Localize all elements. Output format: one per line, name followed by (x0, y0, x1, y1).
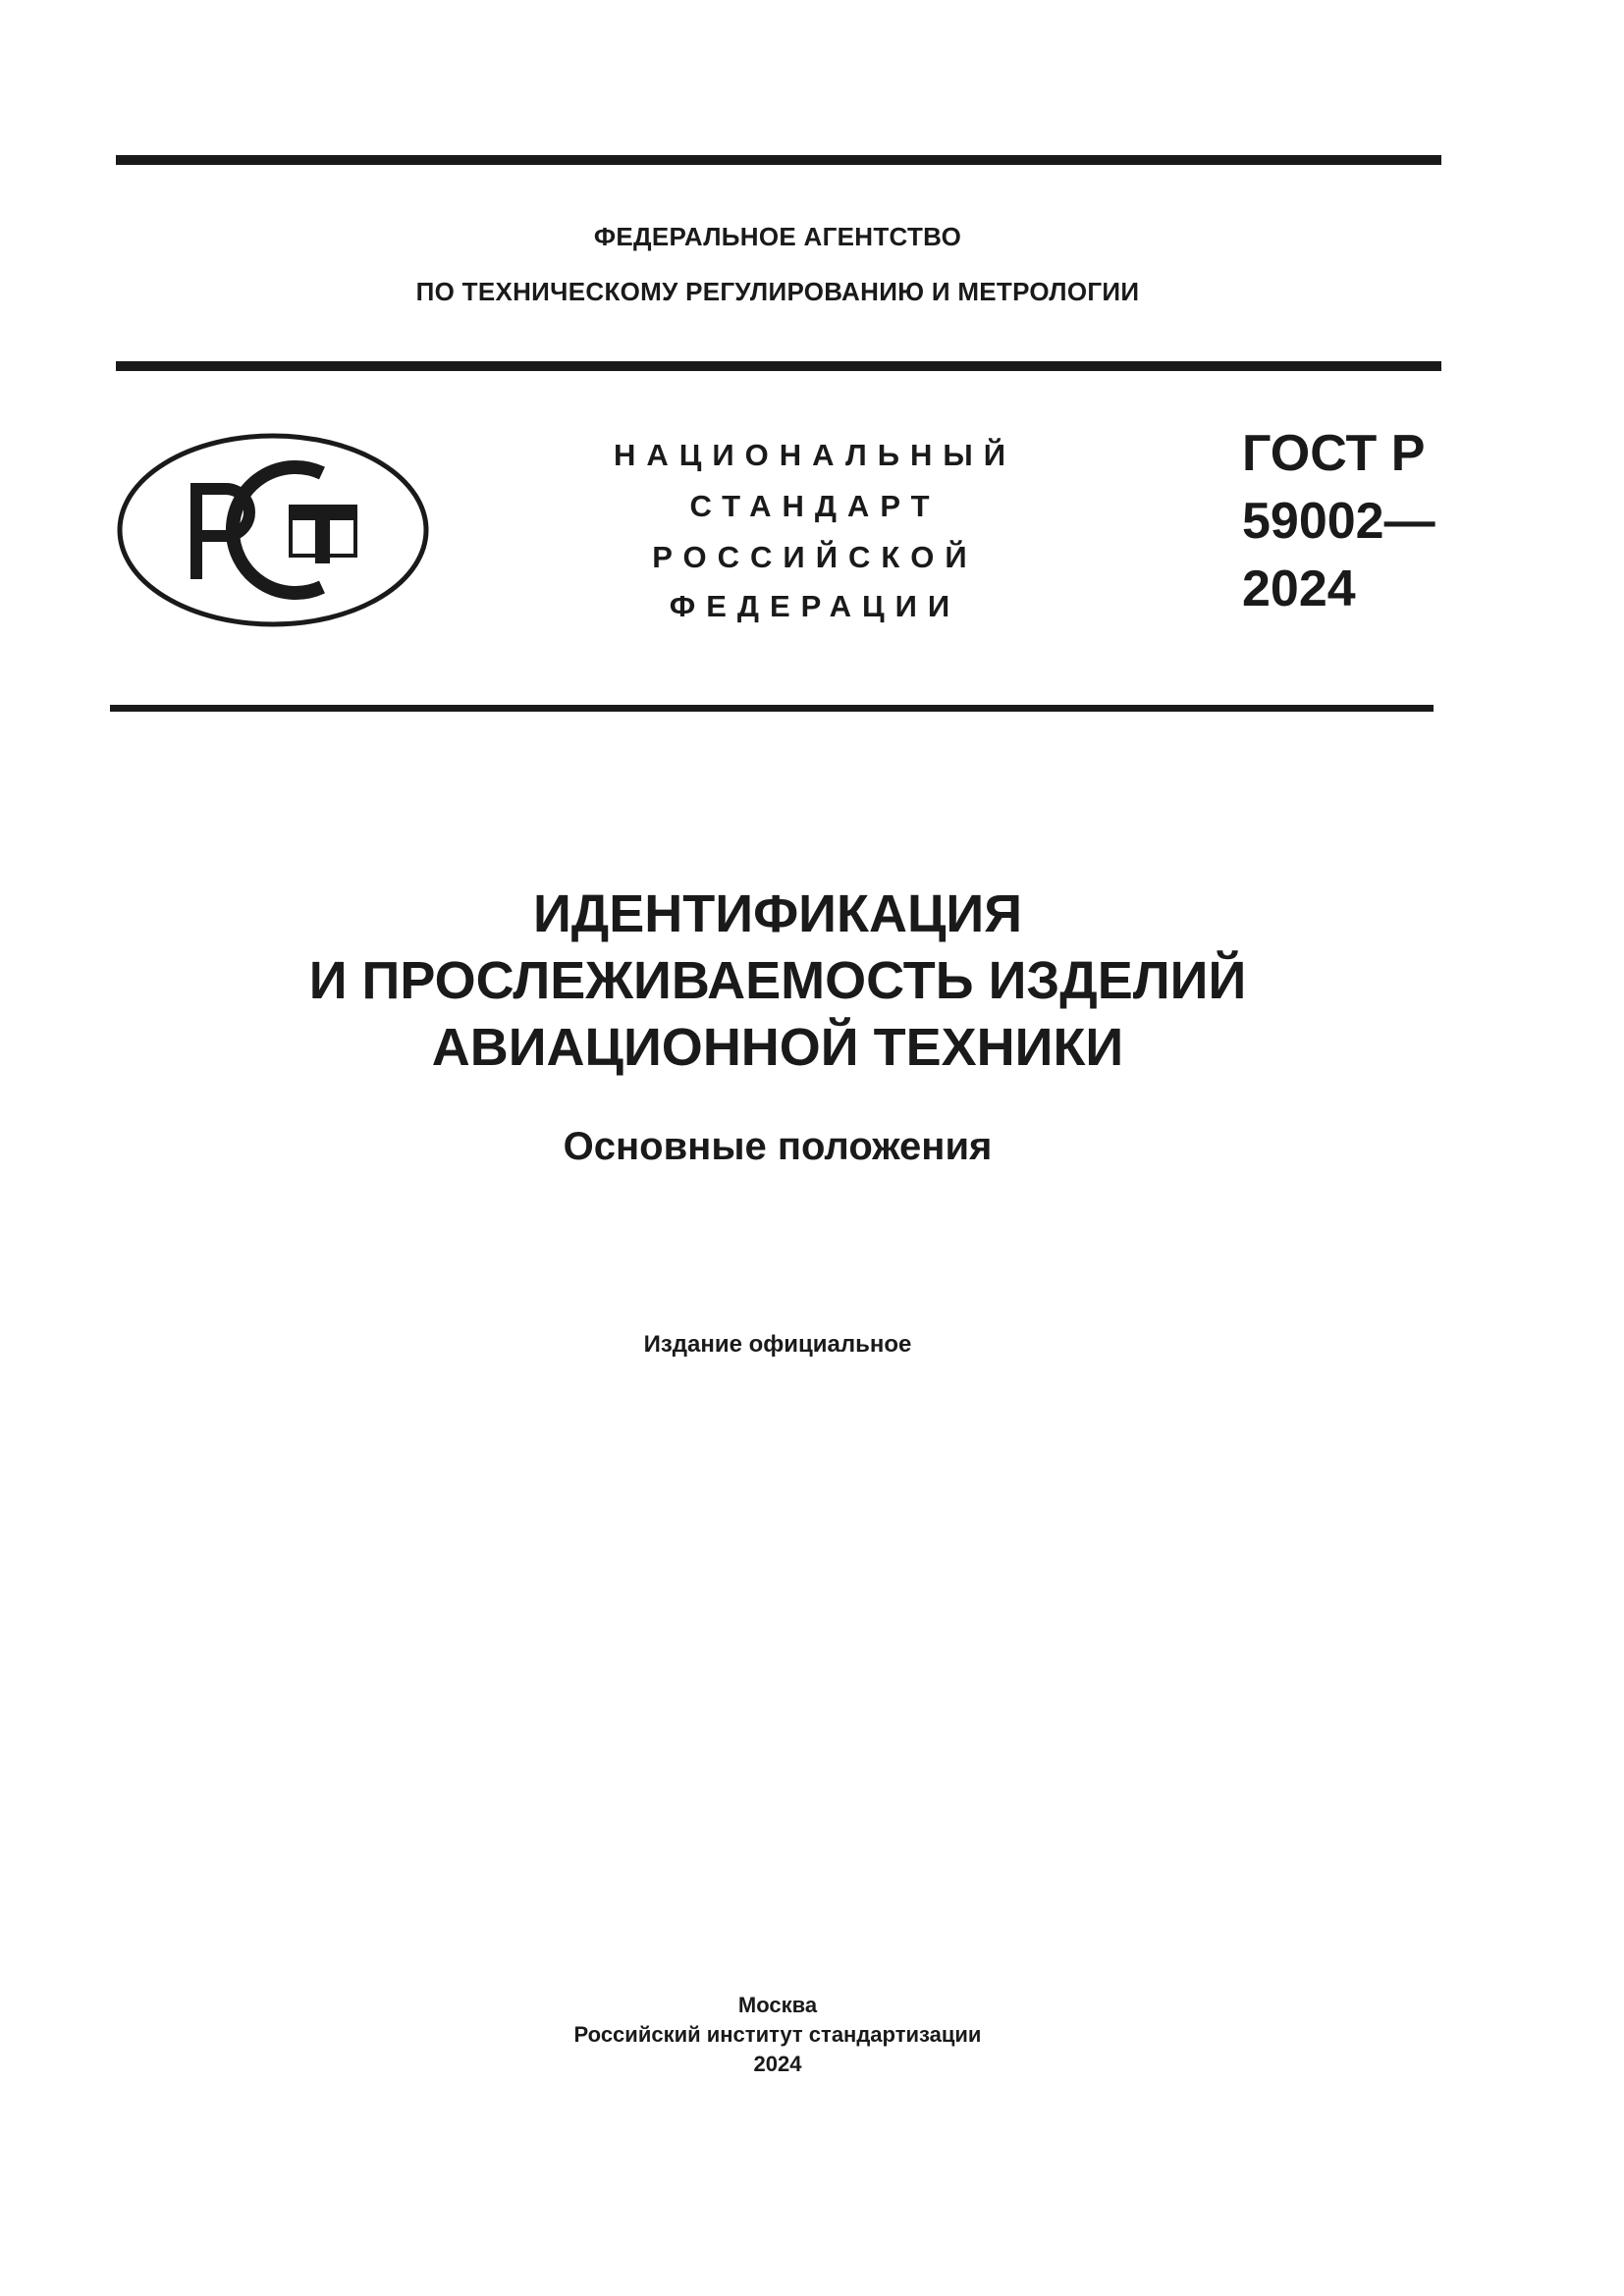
standard-type-line-1: НАЦИОНАЛЬНЫЙ (613, 438, 1017, 472)
agency-bottom-rule (116, 361, 1441, 371)
standard-type-line-4: ФЕДЕРАЦИИ (669, 589, 961, 623)
title-line-3: АВИАЦИОННОЙ ТЕХНИКИ (431, 1018, 1124, 1077)
subtitle: Основные положения (563, 1125, 993, 1168)
agency-line-2: ПО ТЕХНИЧЕСКОМУ РЕГУЛИРОВАНИЮ И МЕТРОЛОГИИ (415, 277, 1140, 306)
imprint-city: Москва (737, 1993, 818, 2017)
gost-r-logo-icon (116, 432, 430, 628)
standard-type-line-2: СТАНДАРТ (689, 489, 941, 523)
designation-line-2: 59002— (1242, 493, 1435, 550)
designation-line-1: ГОСТ Р (1242, 425, 1426, 482)
imprint-year: 2024 (753, 2052, 802, 2076)
agency-line-1: ФЕДЕРАЛЬНОЕ АГЕНТСТВО (593, 222, 962, 251)
header-bottom-rule (110, 705, 1434, 712)
title-line-2: И ПРОСЛЕЖИВАЕМОСТЬ ИЗДЕЛИЙ (308, 951, 1247, 1010)
designation-line-3: 2024 (1242, 561, 1356, 617)
top-rule (116, 155, 1441, 165)
title-line-1: ИДЕНТИФИКАЦИЯ (532, 884, 1023, 943)
imprint-publisher: Российский институт стандартизации (573, 2022, 982, 2047)
gost-r-logo (116, 432, 430, 628)
edition-label: Издание официальное (643, 1331, 912, 1358)
standard-type-line-3: РОССИЙСКОЙ (652, 540, 978, 574)
